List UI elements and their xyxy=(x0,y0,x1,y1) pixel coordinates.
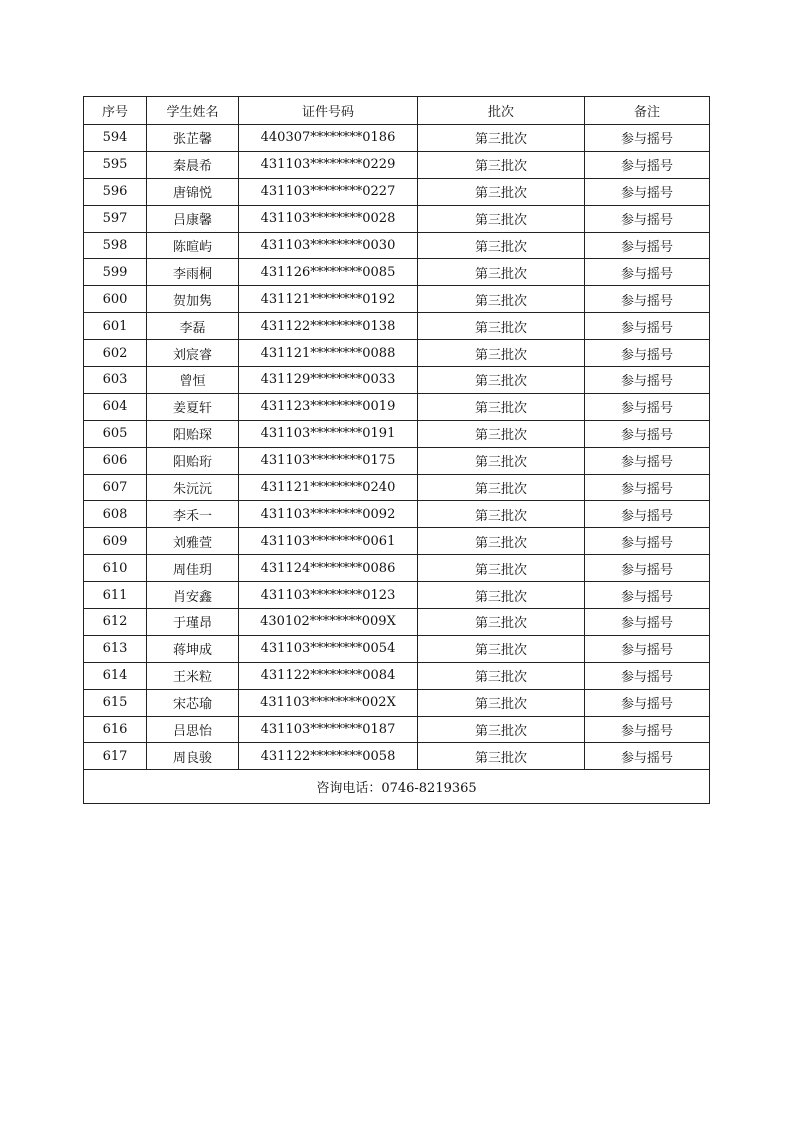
cell-remarks: 参与摇号 xyxy=(585,393,710,420)
cell-batch: 第三批次 xyxy=(418,743,585,770)
cell-batch: 第三批次 xyxy=(418,447,585,474)
table-row xyxy=(84,313,710,340)
cell-batch: 第三批次 xyxy=(418,474,585,501)
cell-batch: 第三批次 xyxy=(418,689,585,716)
cell-id-number: 431121********0192 xyxy=(239,286,418,313)
cell-id-number: 431103********0092 xyxy=(239,501,418,528)
cell-serial-number: 613 xyxy=(84,635,147,662)
cell-remarks: 参与摇号 xyxy=(585,662,710,689)
cell-student-name: 刘宸睿 xyxy=(147,340,239,367)
cell-id-number: 431124********0086 xyxy=(239,555,418,582)
cell-remarks: 参与摇号 xyxy=(585,555,710,582)
cell-serial-number: 597 xyxy=(84,205,147,232)
cell-serial-number: 596 xyxy=(84,178,147,205)
table-row xyxy=(84,205,710,232)
cell-id-number: 431103********0191 xyxy=(239,420,418,447)
cell-serial-number: 595 xyxy=(84,151,147,178)
cell-batch: 第三批次 xyxy=(418,259,585,286)
cell-serial-number: 616 xyxy=(84,716,147,743)
cell-remarks: 参与摇号 xyxy=(585,582,710,609)
cell-id-number: 431122********0084 xyxy=(239,662,418,689)
cell-id-number: 431126********0085 xyxy=(239,259,418,286)
cell-remarks: 参与摇号 xyxy=(585,367,710,394)
cell-batch: 第三批次 xyxy=(418,716,585,743)
table-row xyxy=(84,151,710,178)
cell-student-name: 周佳玥 xyxy=(147,555,239,582)
cell-remarks: 参与摇号 xyxy=(585,232,710,259)
header-row xyxy=(84,97,710,125)
cell-batch: 第三批次 xyxy=(418,151,585,178)
cell-remarks: 参与摇号 xyxy=(585,313,710,340)
cell-batch: 第三批次 xyxy=(418,609,585,636)
cell-batch: 第三批次 xyxy=(418,582,585,609)
header-id-number: 证件号码 xyxy=(239,97,418,125)
table-row xyxy=(84,474,710,501)
cell-id-number: 431103********0229 xyxy=(239,151,418,178)
cell-id-number: 430102********009X xyxy=(239,609,418,636)
cell-id-number: 431129********0033 xyxy=(239,367,418,394)
cell-student-name: 秦晨希 xyxy=(147,151,239,178)
cell-id-number: 431103********0028 xyxy=(239,205,418,232)
cell-batch: 第三批次 xyxy=(418,528,585,555)
cell-batch: 第三批次 xyxy=(418,662,585,689)
cell-student-name: 周良骏 xyxy=(147,743,239,770)
cell-id-number: 431123********0019 xyxy=(239,393,418,420)
cell-batch: 第三批次 xyxy=(418,555,585,582)
table-row xyxy=(84,178,710,205)
cell-student-name: 李雨桐 xyxy=(147,259,239,286)
cell-id-number: 431103********0187 xyxy=(239,716,418,743)
table-row xyxy=(84,555,710,582)
header-remarks: 备注 xyxy=(585,97,710,125)
cell-id-number: 431121********0088 xyxy=(239,340,418,367)
cell-remarks: 参与摇号 xyxy=(585,286,710,313)
cell-student-name: 张芷馨 xyxy=(147,125,239,152)
cell-remarks: 参与摇号 xyxy=(585,635,710,662)
cell-student-name: 肖安鑫 xyxy=(147,582,239,609)
cell-batch: 第三批次 xyxy=(418,393,585,420)
contact-phone: 咨询电话：0746-8219365 xyxy=(84,770,710,804)
cell-remarks: 参与摇号 xyxy=(585,501,710,528)
cell-student-name: 姜夏轩 xyxy=(147,393,239,420)
table-row xyxy=(84,420,710,447)
cell-batch: 第三批次 xyxy=(418,178,585,205)
table-row xyxy=(84,609,710,636)
footer-row xyxy=(84,770,710,804)
cell-student-name: 陈暄屿 xyxy=(147,232,239,259)
cell-student-name: 宋芯瑜 xyxy=(147,689,239,716)
cell-serial-number: 610 xyxy=(84,555,147,582)
cell-batch: 第三批次 xyxy=(418,313,585,340)
cell-remarks: 参与摇号 xyxy=(585,125,710,152)
table-row xyxy=(84,689,710,716)
cell-batch: 第三批次 xyxy=(418,501,585,528)
cell-student-name: 曾恒 xyxy=(147,367,239,394)
cell-remarks: 参与摇号 xyxy=(585,340,710,367)
table-row xyxy=(84,232,710,259)
cell-student-name: 朱沅沅 xyxy=(147,474,239,501)
cell-serial-number: 617 xyxy=(84,743,147,770)
cell-serial-number: 608 xyxy=(84,501,147,528)
cell-student-name: 吕康馨 xyxy=(147,205,239,232)
cell-batch: 第三批次 xyxy=(418,286,585,313)
cell-remarks: 参与摇号 xyxy=(585,178,710,205)
cell-serial-number: 606 xyxy=(84,447,147,474)
header-batch: 批次 xyxy=(418,97,585,125)
cell-batch: 第三批次 xyxy=(418,635,585,662)
cell-remarks: 参与摇号 xyxy=(585,447,710,474)
cell-serial-number: 594 xyxy=(84,125,147,152)
cell-serial-number: 599 xyxy=(84,259,147,286)
table-row xyxy=(84,447,710,474)
table-row xyxy=(84,582,710,609)
cell-batch: 第三批次 xyxy=(418,367,585,394)
cell-student-name: 蒋坤成 xyxy=(147,635,239,662)
cell-remarks: 参与摇号 xyxy=(585,528,710,555)
cell-remarks: 参与摇号 xyxy=(585,743,710,770)
table-row xyxy=(84,743,710,770)
cell-serial-number: 598 xyxy=(84,232,147,259)
cell-serial-number: 601 xyxy=(84,313,147,340)
cell-serial-number: 600 xyxy=(84,286,147,313)
header-student-name: 学生姓名 xyxy=(147,97,239,125)
cell-id-number: 431103********0030 xyxy=(239,232,418,259)
cell-serial-number: 609 xyxy=(84,528,147,555)
cell-student-name: 刘雅萱 xyxy=(147,528,239,555)
table-row xyxy=(84,528,710,555)
cell-serial-number: 602 xyxy=(84,340,147,367)
cell-id-number: 431103********0061 xyxy=(239,528,418,555)
cell-batch: 第三批次 xyxy=(418,205,585,232)
cell-batch: 第三批次 xyxy=(418,420,585,447)
table-row xyxy=(84,393,710,420)
table-row xyxy=(84,501,710,528)
table-row xyxy=(84,367,710,394)
cell-remarks: 参与摇号 xyxy=(585,609,710,636)
cell-serial-number: 607 xyxy=(84,474,147,501)
table-row xyxy=(84,716,710,743)
cell-student-name: 贺加隽 xyxy=(147,286,239,313)
cell-remarks: 参与摇号 xyxy=(585,151,710,178)
cell-id-number: 431103********002X xyxy=(239,689,418,716)
cell-id-number: 431103********0054 xyxy=(239,635,418,662)
cell-serial-number: 603 xyxy=(84,367,147,394)
cell-batch: 第三批次 xyxy=(418,340,585,367)
cell-remarks: 参与摇号 xyxy=(585,689,710,716)
cell-id-number: 431103********0227 xyxy=(239,178,418,205)
header-serial-number: 序号 xyxy=(84,97,147,125)
cell-student-name: 阳贻琛 xyxy=(147,420,239,447)
cell-serial-number: 604 xyxy=(84,393,147,420)
cell-id-number: 431103********0123 xyxy=(239,582,418,609)
cell-student-name: 于瑾昂 xyxy=(147,609,239,636)
table-body xyxy=(84,125,710,770)
cell-remarks: 参与摇号 xyxy=(585,474,710,501)
table-row xyxy=(84,635,710,662)
table-row xyxy=(84,125,710,152)
cell-student-name: 王米粒 xyxy=(147,662,239,689)
cell-student-name: 唐锦悦 xyxy=(147,178,239,205)
cell-student-name: 李禾一 xyxy=(147,501,239,528)
table-row xyxy=(84,662,710,689)
cell-batch: 第三批次 xyxy=(418,125,585,152)
cell-id-number: 431121********0240 xyxy=(239,474,418,501)
cell-student-name: 李磊 xyxy=(147,313,239,340)
cell-id-number: 431103********0175 xyxy=(239,447,418,474)
cell-remarks: 参与摇号 xyxy=(585,420,710,447)
cell-id-number: 431122********0138 xyxy=(239,313,418,340)
table-row xyxy=(84,286,710,313)
cell-id-number: 431122********0058 xyxy=(239,743,418,770)
table-row xyxy=(84,340,710,367)
cell-serial-number: 611 xyxy=(84,582,147,609)
cell-batch: 第三批次 xyxy=(418,232,585,259)
cell-serial-number: 614 xyxy=(84,662,147,689)
cell-id-number: 440307********0186 xyxy=(239,125,418,152)
cell-student-name: 阳贻珩 xyxy=(147,447,239,474)
cell-remarks: 参与摇号 xyxy=(585,259,710,286)
cell-serial-number: 615 xyxy=(84,689,147,716)
table-row xyxy=(84,259,710,286)
cell-remarks: 参与摇号 xyxy=(585,205,710,232)
cell-student-name: 吕思怡 xyxy=(147,716,239,743)
cell-serial-number: 605 xyxy=(84,420,147,447)
cell-serial-number: 612 xyxy=(84,609,147,636)
cell-remarks: 参与摇号 xyxy=(585,716,710,743)
student-list-table xyxy=(83,96,710,804)
